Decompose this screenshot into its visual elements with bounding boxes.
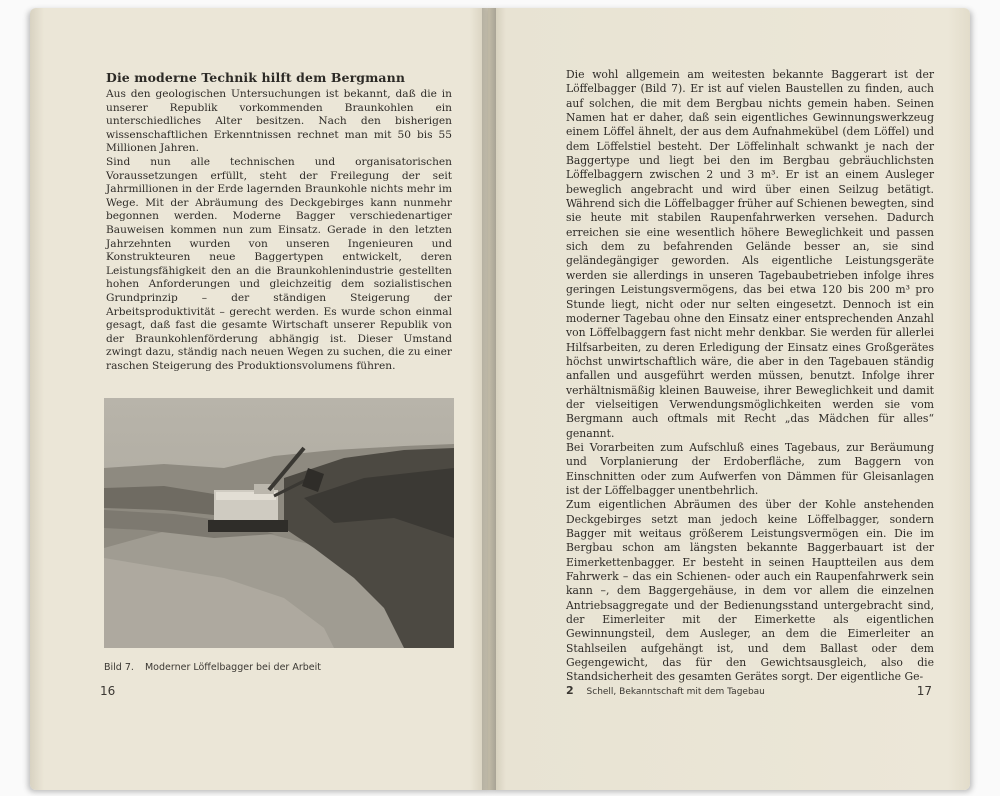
photo-caption: [104, 662, 321, 673]
signature-text: Schell, Bekanntschaft mit dem Tagebau: [586, 687, 765, 697]
right-body-text: Die wohl allgemein am weitesten bekannte Baggerart ist der Löffelbagger (Bild 7). Er ist auf vielen Baustellen zu finden, auch auf solchen, die mit dem Bergbau nichts gemein haben. Seinen Namen hat er daher, daß sein eigentliches Gewinnungswerkzeug einem Löffel ähnelt, der aus dem Aufnahmekübel (dem Löffel) und dem Löffelstiel besteht. Der Löffelinhalt schwankt je nach der Baggertype und liegt bei den im Bergbau gebräuchlichsten Löffelbaggern zwischen 2 und 3 m³. Er ist an einem Ausleger beweglich angebracht und wird über einen Seilzug betätigt. Während sich die Löffelbagger früher auf Schienen bewegten, sind sie heute mit stabilen Raupenfahrwerken versehen. Dadurch erreichen sie eine wesentlich höhere Beweglichkeit und passen sich dem zu befahrenden Gelände besser an, sie sind geländegängiger geworden. Als eigentliche Leistungsgeräte werden sie allerdings in unseren Tagebaubetrieben infolge ihres geringen Leistungsvermögens, das bei etwa 120 bis 200 m³ pro Stunde liegt, nicht oder nur selten eingesetzt. Dennoch ist ein moderner Tagebau ohne den Einsatz einer entsprechenden Anzahl von Löffelbaggern fast nicht mehr denkbar. Sie werden für allerlei Hilfsarbeiten, zu deren Erledigung der Einsatz eines Großgerätes höchst unwirtschaftlich wäre, die aber in den Tagebauen ständig anfallen und ausgeführt werden müssen, benutzt. Infolge ihrer verhältnismäßig kleinen Bauweise, ihrer Beweglichkeit und damit der vielseitigen Verwendungsmöglichkeiten werden sie vom Bergmann auch oftmals mit Recht „das Mädchen für alles“ genannt. Bei Vorarbeiten zum Aufschluß eines Tagebaus, zur Beräumung und Vorplanierung der Erdoberfläche, zum Baggern von Einschnitten oder zum Aufwerfen von Dämmen für Gleisanlagen ist der Löffelbagger unentbehrlich. Zum eigentlichen Abräumen des über der Kohle anstehenden Deckgebirges setzt man jedoch keine Löffelbagger, sondern Bagger mit weitaus größerem Leistungsvermögen ein. Die im Bergbau schon am längsten bekannte Baggerbauart ist der Eimerkettenbagger. Er besteht in seinen Hauptteilen aus dem Fahrwerk – das ein Schienen- oder auch ein Raupenfahrwerk sein kann –, dem Baggergehäuse, in dem vor allem die einzelnen Antriebsaggregate und der Bedienungsstand untergebracht sind, der Eimerleiter mit der Eimerkette als eigentlichen Gewinnungsteil, dem Ausleger, an dem die Eimerleiter an Stahlseilen aufgehängt ist, und dem Ballast oder dem Gegengewicht, das für den Gewichtsausgleich, also die Standsicherheit des gesamten Gerätes sorgt. Der eigentliche Ge-: [566, 68, 934, 684]
book-gutter: [482, 8, 496, 790]
left-body-text: Aus den geologischen Untersuchungen ist bekannt, daß die in unserer Republik vorkommenden Braunkohlen ein unterschiedliches Alter besitzen. Nach den bisherigen wissenschaftlichen Erkenntnissen rechnet man mit 50 bis 55 Millionen Jahren. Sind nun alle technischen und organisatorischen Voraussetzungen erfüllt, steht der Freilegung der seit Jahrmillionen in der Erde lagernden Braunkohle nichts mehr im Wege. Mit der Abräumung des Deckgebirges kann nunmehr begonnen werden. Moderne Bagger verschiedenartiger Bauweisen kommen nun zum Einsatz. Gerade in den letzten Jahrzehnten wurden von unseren Ingenieuren und Konstrukteuren neue Baggertypen entwickelt, deren Leistungsfähigkeit den an die Braunkohlenindustrie gestellten hohen Anforderungen und gleichzeitig dem sozialistischen Grundprinzip – der ständigen Steigerung der Arbeitsproduktivität – gerecht werden. Es wurde schon einmal gesagt, daß fast die gesamte Wirtschaft unserer Republik von der Braunkohlenförderung abhängig ist. Dieser Umstand zwingt dazu, ständig nach neuen Wegen zu suchen, die zu einer raschen Steigerung des Produktionsvolumens führen.: [106, 88, 452, 372]
signature-number: 2: [566, 684, 574, 697]
page-number-left: 16: [100, 684, 116, 698]
right-page: [488, 8, 970, 790]
caption-text: Moderner Löffelbagger bei der Arbeit: [144, 662, 321, 673]
signature-line: [566, 684, 765, 697]
caption-label: Bild 7.: [104, 662, 134, 673]
left-page: [30, 8, 492, 790]
open-booklet: [30, 8, 970, 790]
excavator-photo-image: [104, 398, 454, 648]
page-number-right: 17: [916, 684, 932, 698]
section-heading: Die moderne Technik hilft dem Bergmann: [106, 70, 406, 85]
excavator-photo: [104, 398, 454, 648]
